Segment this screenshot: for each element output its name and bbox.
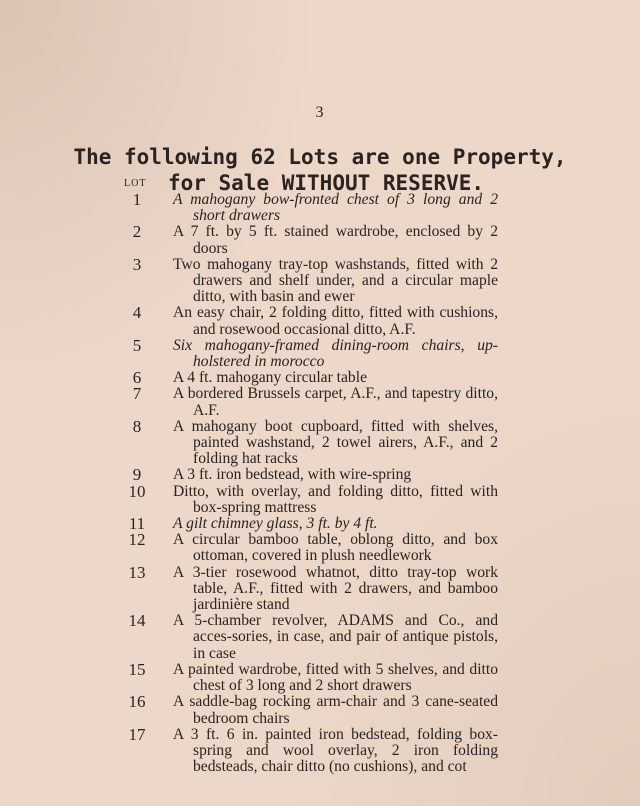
lot-number: 11 [128,514,146,534]
lot-description: A painted wardrobe, fitted with 5 shelves, and ditto chest of 3 long and 2 short drawers [173,660,498,695]
lot-item [118,192,498,224]
lot-number: 5 [132,335,142,355]
lot-item [118,659,498,695]
lot-item [118,370,498,386]
lot-item [118,335,498,371]
lot-number: 14 [128,611,146,631]
lot-description: A 3 ft. 6 in. painted iron bedstead, folding box-spring and wool overlay, 2 iron folding bedsteads, chair ditto (no cushions), and cot [173,725,498,776]
lot-item [118,467,498,483]
lot-number: 10 [128,481,146,501]
lot-number: 4 [132,303,142,323]
lot-description: A 3 ft. iron bedstead, with wire-spring [173,466,412,484]
lot-description: A 4 ft. mahogany circular table [173,369,367,387]
lot-item [118,386,498,418]
lot-description: A mahogany boot cupboard, fitted with shelves, painted washstand, 2 towel airers, A.F., and 2 folding hat racks [173,417,498,468]
lot-number: 6 [132,368,142,388]
lot-description: Two mahogany tray-top washstands, fitted with 2 drawers and shelf under, and a circular maple ditto, with basin and ewer [173,255,498,306]
lot-description: A 3-tier rosewood whatnot, ditto tray-top work table, A.F., fitted with 2 drawers, and bamboo jardinière stand [173,563,498,614]
lot-column-label: LOT [124,178,147,189]
lot-number: 12 [128,530,146,550]
lot-item [118,481,498,516]
lot-item [118,416,498,468]
lot-item [118,516,498,532]
lot-item [118,532,498,564]
lot-number: 8 [132,416,142,436]
lot-item [118,613,498,662]
lot-number: 9 [132,465,142,485]
lot-number: 1 [132,190,142,209]
lot-description: Ditto, with overlay, and folding ditto, fitted with box-spring mattress [173,482,498,516]
lot-description: A bordered Brussels carpet, A.F., and tapestry ditto, A.F. [173,385,498,419]
lot-description: A 5-chamber revolver, ADAMS and Co., and acces-sories, in case, and pair of antique pistols, in case [173,612,498,662]
lot-description: A gilt chimney glass, 3 ft. by 4 ft. [173,515,378,533]
heading-line-2: for Sale WITHOUT RESERVE. [167,171,485,195]
lot-number: 2 [132,222,142,242]
lot-number: 3 [132,254,142,274]
page-number: 3 [315,104,325,121]
lot-number: 15 [128,659,146,679]
page-heading [0,144,640,196]
lot-description: A mahogany bow-fronted chest of 3 long and 2 short drawers [173,191,498,225]
lot-number: 7 [132,384,142,404]
lot-description: A circular bamboo table, oblong ditto, and box ottoman, covered in plush needlework [173,531,498,565]
lot-item [118,224,498,256]
lot-description: An easy chair, 2 folding ditto, fitted with cushions, and rosewood occasional ditto, A.F. [173,304,498,338]
lot-description: A saddle-bag rocking arm-chair and 3 cane-seated bedroom chairs [173,693,498,727]
lot-description: A 7 ft. by 5 ft. stained wardrobe, enclosed by 2 doors [173,223,498,257]
lot-number: 13 [128,562,146,582]
lot-item [118,254,498,306]
lot-number: 17 [128,724,146,744]
heading-line-1: The following 62 Lots are one Property, [73,145,567,169]
lot-item [118,305,498,337]
lot-list [118,192,498,775]
lot-description: Six mahogany-framed dining-room chairs, up-holstered in morocco [173,336,498,371]
lot-item [118,562,498,614]
lot-number: 16 [128,692,146,712]
lot-item [118,724,498,776]
lot-item [118,694,498,726]
